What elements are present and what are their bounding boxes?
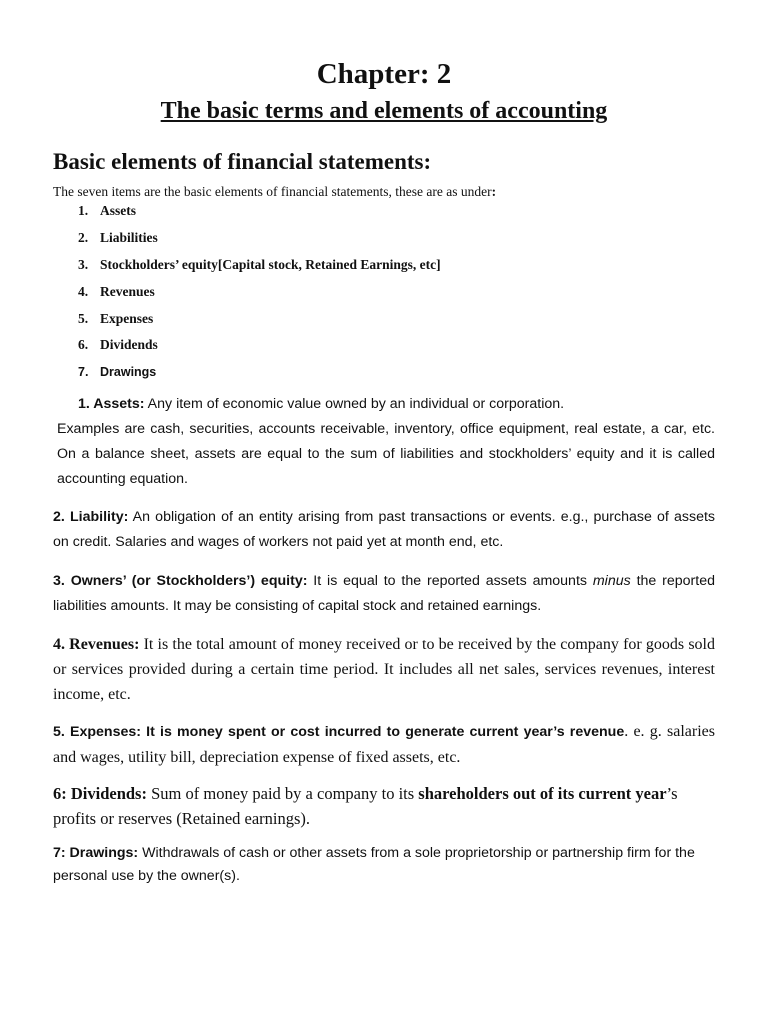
page-subtitle: The basic terms and elements of accounting	[160, 98, 608, 124]
expenses-definition: 5. Expenses: It is money spent or cost incurred to generate current year’s revenue. e. g. salaries and wages, utility bill, depreciation expense of fixed assets, etc.	[53, 723, 716, 766]
section-heading: Basic elements of financial statements:	[53, 149, 432, 174]
list-item: 5. Expenses	[78, 311, 154, 326]
liability-definition: 2. Liability: An obligation of an entity arising from past transactions or events. e.g., purchase of assets on credit. Salaries and wages of workers not paid yet at month end, etc.	[53, 509, 715, 550]
term-label: 2. Liability:	[53, 509, 129, 525]
term-label: 3. Owners’ (or Stockholders’) equity:	[53, 573, 308, 589]
intro-text: The seven items are the basic elements of financial statements, these are as under:	[53, 184, 497, 199]
term-label: 7: Drawings:	[53, 845, 139, 861]
list-item: 3. Stockholders’ equity[Capital stock, Retained Earnings, etc]	[78, 257, 441, 272]
list-item: 7. Drawings	[78, 365, 157, 379]
list-item: 2. Liabilities	[78, 230, 158, 245]
term-label: 6: Dividends:	[53, 784, 147, 803]
dividends-definition: 6: Dividends: Sum of money paid by a company to its shareholders out of its current year’s profits or reserves (Retained earnings).	[53, 784, 678, 828]
term-label: 5. Expenses:	[53, 724, 141, 740]
chapter-title: Chapter: 2	[316, 58, 452, 90]
list-item: 4. Revenues	[78, 284, 155, 299]
term-label: 4. Revenues:	[53, 636, 140, 653]
list-item: 1. Assets	[78, 203, 136, 218]
assets-examples: Examples are cash, securities, accounts receivable, inventory, office equipment, real estate, a car, etc. On a balance sheet, assets are equal to the sum of liabilities and stockholders’ equity and it is called accounting equation.	[57, 421, 715, 487]
equity-definition: 3. Owners’ (or Stockholders’) equity: It is equal to the reported assets amounts minus the reported liabilities amounts. It may be consisting of capital stock and retained earnings.	[53, 573, 715, 614]
assets-definition: 1. Assets: Any item of economic value owned by an individual or corporation.	[78, 396, 565, 412]
revenues-definition: 4. Revenues: It is the total amount of money received or to be received by the company for goods sold or services provided during a certain time period. It includes all net sales, services revenues, interest income, etc.	[53, 636, 716, 703]
list-item: 6. Dividends	[78, 337, 158, 352]
term-label: 1. Assets:	[78, 396, 145, 412]
drawings-definition: 7: Drawings: Withdrawals of cash or other assets from a sole proprietorship or partnership firm for the personal use by the owner(s).	[53, 845, 695, 884]
